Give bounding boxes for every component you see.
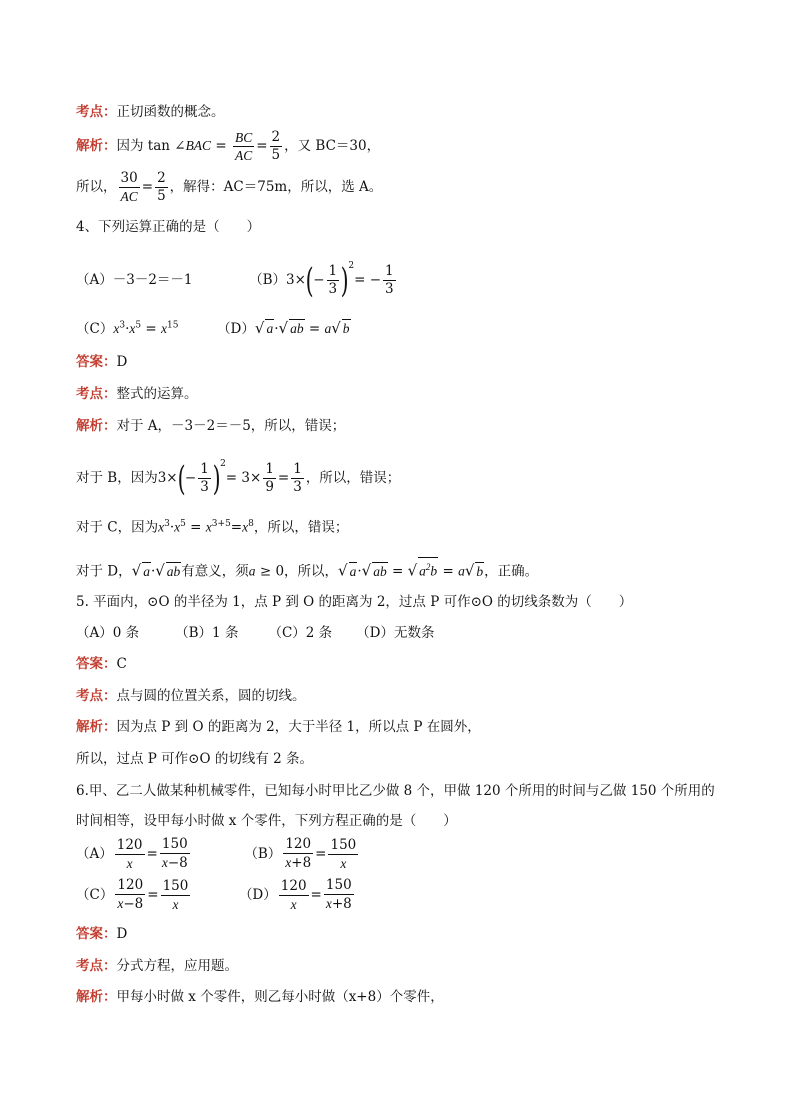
- q4-answer: D: [116, 354, 128, 370]
- q5-kaodian-line: 考点：点与圆的位置关系，圆的切线。: [76, 688, 306, 704]
- q6-option-b: （B） $\frac{120}{x+8}$ = $\frac{150}{x}$: [244, 836, 357, 871]
- fraction-2-5: $\frac{2}{5}$: [271, 129, 281, 163]
- q5-option-d: （D）无数条: [356, 625, 435, 641]
- q5-option-c: （C）2 条: [268, 625, 333, 641]
- q5-answer-line: 答案：C: [76, 656, 127, 672]
- q3-jiexi-line1: 解析：因为 tan ∠BAC = $\frac{BC}{AC}$ = $\frac{2}{5}$ ，又 BC＝30，: [76, 129, 381, 163]
- q5-stem: 5. 平面内，⊙O 的半径为 1，点 P 到 O 的距离为 2，过点 P 可作⊙O 的切线条数为（ ）: [76, 594, 633, 610]
- q4-answer-line: 答案：D: [76, 354, 128, 370]
- q6-option-d: （D） $\frac{120}{x}$ = $\frac{150}{x+8}$: [238, 877, 352, 912]
- fraction-bc-ac: $\frac{BC}{AC}$: [234, 130, 253, 163]
- q5-jiexi-line2: 所以，过点 P 可作⊙O 的切线有 2 条。: [76, 751, 314, 767]
- jiexi-label: 解析: [76, 138, 103, 154]
- q6-answer-line: 答案：D: [76, 926, 128, 942]
- q4-option-b: （B）3×(− $\frac{1}{3}$ )$^2$= − $\frac{1}{3}$: [249, 260, 394, 301]
- q4-jiexi-c: 对于 C，因为$x^3\cdot x^5 = x^{3+5}=x^8$，所以，错误；: [76, 519, 349, 536]
- q5-answer: C: [116, 656, 127, 672]
- q6-option-a: （A） $\frac{120}{x}$ = $\frac{150}{x-8}$: [76, 836, 188, 871]
- q4-stem: 4、下列运算正确的是（ ）: [76, 219, 261, 235]
- q4-options-cd: [76, 316, 351, 338]
- jiexi-label: 解析: [76, 418, 103, 434]
- q4-option-c: $(C)x^3\cdot x^5 = x^{15}$: [76, 320, 179, 337]
- q5-option-a: （A）0 条: [76, 625, 140, 641]
- q6-stem-line1: 6.甲、乙二人做某种机械零件，已知每小时甲比乙少做 8 个，甲做 120 个所用的时间与乙做 150 个所用的: [76, 783, 715, 799]
- q4-option-d: （D）√ a·√ ab = a√ b: [217, 318, 350, 337]
- q6-option-c: （C） $\frac{120}{x-8}$ = $\frac{150}{x}$: [76, 877, 189, 912]
- jiexi-label: 解析: [76, 719, 103, 735]
- q6-answer: D: [116, 926, 128, 942]
- q6-kaodian-line: 考点：分式方程，应用题。: [76, 958, 238, 974]
- q4-jiexi-b: 对于 B，因为3×(− $\frac{1}{3}$ )$^2$= 3× $\frac{1}{9}$ = $\frac{1}{3}$ ，所以，错误；: [76, 458, 401, 499]
- fraction-30-ac: $\frac{30}{AC}$: [120, 170, 138, 204]
- q4-option-a: （A）－3－2＝－1: [76, 272, 193, 288]
- q6-stem-line2: 时间相等，设甲每小时做 x 个零件，下列方程正确的是（ ）: [76, 813, 457, 829]
- q3-kaodian-text: 正切函数的概念。: [116, 104, 225, 120]
- q5-options: [76, 624, 435, 642]
- q6-options-cd: [76, 877, 356, 913]
- q4-kaodian-line: 考点：整式的运算。: [76, 386, 198, 402]
- q6-options-ab: [76, 836, 360, 872]
- q4-options-ab: [76, 257, 398, 301]
- fraction-2-5: $\frac{2}{5}$: [157, 170, 166, 204]
- q4-jiexi-a: 解析：对于 A，－3－2＝－5，所以，错误；: [76, 418, 346, 434]
- kaodian-label: 考点: [76, 386, 103, 402]
- daan-label: 答案: [76, 354, 103, 370]
- jiexi-label: 解析: [76, 989, 103, 1005]
- q5-option-b: （B）1 条: [175, 625, 239, 641]
- kaodian-label: 考点: [76, 958, 103, 974]
- daan-label: 答案: [76, 656, 103, 672]
- q3-kaodian-line: 考点：正切函数的概念。: [76, 104, 225, 120]
- kaodian-label: 考点: [76, 688, 103, 704]
- q3-jiexi-line2: 所以， $\frac{30}{AC}$ = $\frac{2}{5}$ ，解得：AC＝75m，所以，选 A。: [76, 170, 383, 204]
- q6-jiexi-line: 解析：甲每小时做 x 个零件，则乙每小时做（x+8）个零件，: [76, 989, 444, 1005]
- q4-jiexi-d: 对于 D，√ a·√ ab有意义，须a ≥ 0，所以，√ a·√ ab = √ $a^2b = a√$ b，正确。: [76, 557, 538, 581]
- kaodian-label: 考点: [76, 104, 103, 120]
- daan-label: 答案: [76, 926, 103, 942]
- q5-jiexi-line1: 解析：因为点 P 到 O 的距离为 2，大于半径 1，所以点 P 在圆外，: [76, 719, 481, 735]
